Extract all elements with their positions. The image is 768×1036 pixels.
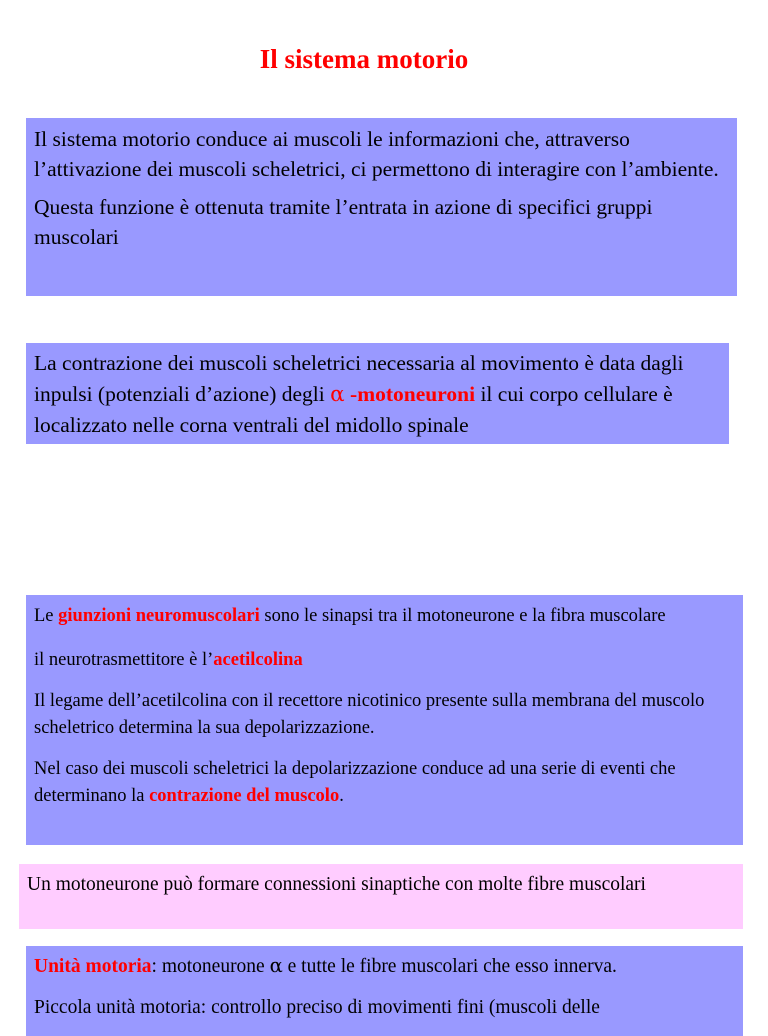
neuromuscular-junction-box xyxy=(26,595,743,845)
alpha-symbol-2: α xyxy=(269,954,283,977)
contraction-text-before: La contrazione dei muscoli scheletrici necessaria al movimento è data dagli inpulsi (potenziali d’azione) degli xyxy=(34,351,684,406)
motor-unit-highlight: Unità motoria xyxy=(34,956,152,977)
junction-paragraph-4 xyxy=(34,756,736,810)
contraction-events-end: . xyxy=(339,786,344,806)
motoneuroni-highlight: -motoneuroni xyxy=(344,382,476,406)
muscle-contraction-highlight: contrazione del muscolo xyxy=(149,786,340,806)
junction-paragraph-3: Il legame dell’acetilcolina con il recettore nicotinico presente sulla membrana del muscolo scheletrico determina la sua depolarizzazione. xyxy=(34,691,705,738)
junction-paragraph-1 xyxy=(34,603,736,630)
junction-text-before: Le xyxy=(34,606,59,626)
intro-box xyxy=(26,118,737,296)
junction-paragraph-2 xyxy=(34,647,736,674)
junction-highlight: giunzioni neuromuscolari xyxy=(58,606,260,626)
contraction-text-after: il cui corpo cellulare è localizzato nelle corna ventrali del midollo spinale xyxy=(34,382,673,437)
motor-unit-text-after: e tutte le fibre muscolari che esso innerva. xyxy=(282,956,617,977)
motor-unit-paragraph-2: Piccola unità motoria: controllo preciso di movimenti fini (muscoli delle xyxy=(34,997,600,1018)
page-title: Il sistema motorio xyxy=(259,44,469,74)
neurotransmitter-text: il neurotrasmettitore è l’ xyxy=(34,650,214,670)
contraction-paragraph xyxy=(34,348,723,441)
contraction-box xyxy=(26,343,729,444)
intro-paragraph-2: Questa funzione è ottenuta tramite l’entrata in azione di specifici gruppi muscolari xyxy=(34,195,653,249)
intro-paragraph-1: Il sistema motorio conduce ai muscoli le informazioni che, attraverso l’attivazione dei muscoli scheletrici, ci permettono di interagire con l’ambiente. xyxy=(34,127,719,181)
alpha-symbol: α xyxy=(330,382,345,407)
motoneuron-connections-box xyxy=(19,864,743,929)
motor-unit-text-before-alpha: : motoneurone xyxy=(151,956,270,977)
motoneuron-connections-text: Un motoneurone può formare connessioni sinaptiche con molte fibre muscolari xyxy=(27,874,646,895)
acetylcholine-highlight: acetilcolina xyxy=(213,650,303,670)
motor-unit-box xyxy=(26,946,743,1036)
motor-unit-paragraph-1 xyxy=(34,952,743,980)
junction-text-after: sono le sinapsi tra il motoneurone e la fibra muscolare xyxy=(259,606,666,626)
contraction-events-text: Nel caso dei muscoli scheletrici la depolarizzazione conduce ad una serie di eventi che determinano la xyxy=(34,759,676,806)
